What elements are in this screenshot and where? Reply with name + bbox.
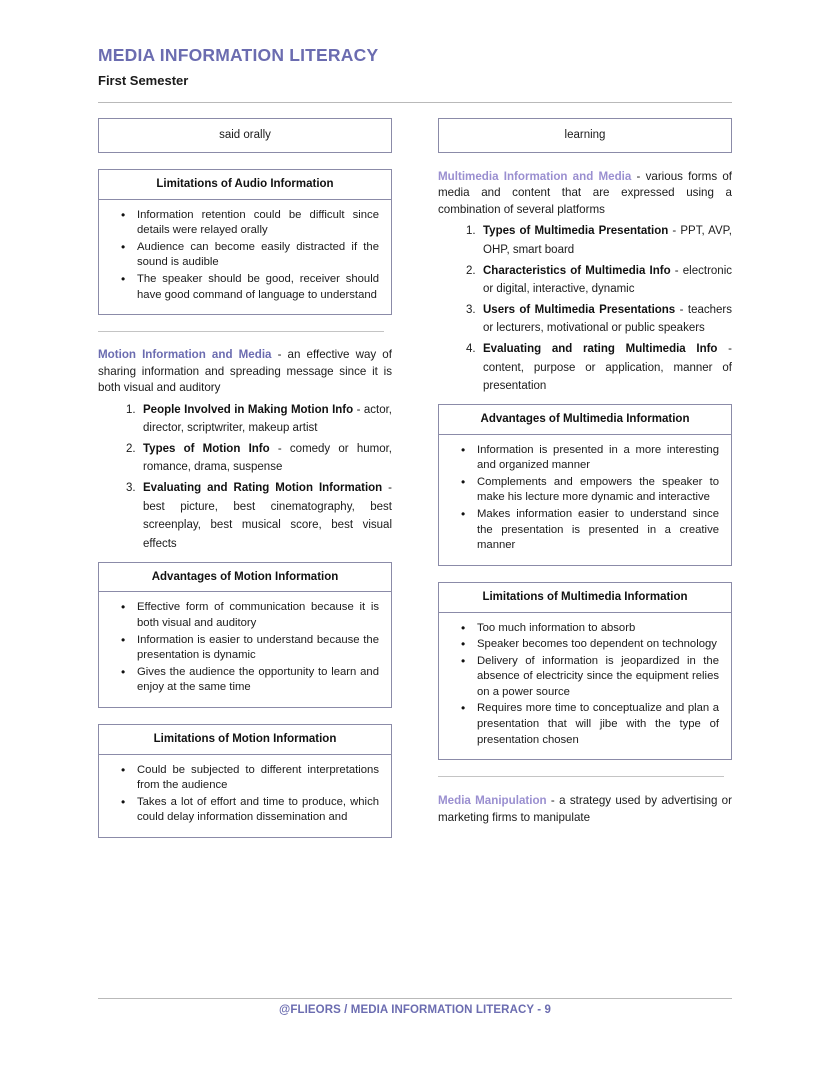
list-item: • Speaker becomes too dependent on technology	[475, 637, 719, 653]
list-item: • Effective form of communication because it is both visual and auditory	[135, 600, 379, 631]
list-item: • Information retention could be difficult since details were relayed orally	[135, 208, 379, 239]
page-header	[98, 45, 732, 89]
list-item-label: Evaluating and Rating Motion Information	[143, 482, 383, 495]
motion-limitations-box	[98, 724, 392, 838]
multimedia-definition: - various forms of media and content that are expressed using a combination of several platforms	[438, 169, 732, 216]
right-column	[438, 118, 732, 828]
motion-numbered-list	[98, 401, 392, 554]
continued-text-left: said orally	[219, 129, 271, 141]
footer-text: @FLIEORS / MEDIA INFORMATION LITERACY - 9	[279, 1004, 551, 1016]
list-item: • Delivery of information is jeopardized in the absence of electricity since the equipment relies on a power source	[475, 654, 719, 701]
list-item-detail: - best picture, best cinematography, best screenplay, best musical score, best visual effects	[143, 482, 392, 550]
media-manipulation-section	[438, 793, 732, 826]
list-item: • Complements and empowers the speaker to make his lecture more dynamic and interactive	[475, 475, 719, 506]
motion-term: Motion Information and Media	[98, 348, 272, 362]
list-item	[466, 262, 732, 299]
multimedia-information-section	[438, 169, 732, 396]
continued-text-box-left	[98, 118, 392, 153]
multimedia-advantages-list	[445, 443, 719, 554]
motion-definition: - an effective way of sharing information and spreading message since it is both visual and auditory	[98, 348, 392, 395]
list-item-label: Types of Multimedia Presentation	[483, 225, 669, 238]
list-item: • Too much information to absorb	[475, 621, 719, 637]
list-item	[126, 479, 392, 554]
list-item: • Information is easier to understand because the presentation is dynamic	[135, 633, 379, 664]
list-item-detail: - teachers or lecturers, motivational or public speakers	[483, 303, 733, 335]
audio-limitations-list	[105, 208, 379, 303]
multimedia-limitations-list	[445, 621, 719, 749]
audio-limitations-heading: Limitations of Audio Information	[99, 170, 391, 200]
list-item: • The speaker should be good, receiver should have good command of language to understand	[135, 272, 379, 303]
list-item: • Makes information easier to understand since the presentation is presented in a creative manner	[475, 507, 719, 554]
media-manipulation-definition: - a strategy used by advertising or marketing firms to manipulate	[438, 794, 732, 824]
multimedia-limitations-box	[438, 582, 732, 760]
list-item	[466, 340, 732, 396]
multimedia-term: Multimedia Information and Media	[438, 169, 632, 183]
list-item-detail: - comedy or humor, romance, drama, suspense	[143, 442, 393, 474]
motion-limitations-heading: Limitations of Motion Information	[99, 725, 391, 755]
motion-advantages-box	[98, 562, 392, 708]
motion-advantages-body	[99, 592, 391, 706]
multimedia-advantages-box	[438, 404, 732, 566]
list-item	[126, 440, 392, 477]
list-item-label: Types of Motion Info	[143, 442, 270, 455]
list-item	[126, 401, 392, 438]
motion-definition-paragraph	[98, 347, 392, 396]
motion-information-section	[98, 347, 392, 553]
list-item-detail: - content, purpose or application, manner of presentation	[483, 343, 732, 393]
multimedia-advantages-heading: Advantages of Multimedia Information	[439, 405, 731, 435]
list-item: • Audience can become easily distracted if the sound is audible	[135, 240, 379, 271]
multimedia-definition-paragraph	[438, 169, 732, 218]
list-item-label: People Involved in Making Motion Info	[143, 403, 354, 416]
list-item: • Gives the audience the opportunity to learn and enjoy at the same time	[135, 665, 379, 696]
list-item: • Requires more time to conceptualize and plan a presentation that will jibe with the type of presentation chosen	[475, 701, 719, 748]
list-item-detail: - electronic or digital, interactive, dynamic	[483, 264, 732, 296]
audio-limitations-body	[99, 200, 391, 314]
list-item	[466, 301, 732, 338]
list-item	[466, 222, 732, 259]
motion-advantages-list	[105, 600, 379, 695]
audio-limitations-box	[98, 169, 392, 315]
motion-limitations-body	[99, 755, 391, 837]
media-manipulation-term: Media Manipulation	[438, 794, 547, 808]
multimedia-advantages-body	[439, 435, 731, 565]
multimedia-limitations-body	[439, 613, 731, 760]
list-item-label: Users of Multimedia Presentations	[483, 303, 676, 316]
list-item: • Could be subjected to different interpretations from the audience	[135, 763, 379, 794]
section-divider-left	[98, 331, 384, 332]
footer-divider	[98, 998, 732, 999]
list-item-detail: - actor, director, scriptwriter, makeup artist	[143, 403, 392, 435]
multimedia-limitations-heading: Limitations of Multimedia Information	[439, 583, 731, 613]
section-divider-right	[438, 776, 724, 777]
list-item: • Information is presented in a more interesting and organized manner	[475, 443, 719, 474]
page-title: MEDIA INFORMATION LITERACY	[98, 45, 379, 65]
media-manipulation-paragraph	[438, 793, 732, 826]
list-item-label: Evaluating and rating Multimedia Info	[483, 343, 718, 356]
header-divider	[98, 102, 732, 103]
list-item-detail: - PPT, AVP, OHP, smart board	[483, 225, 733, 256]
multimedia-numbered-list	[438, 222, 732, 396]
continued-text-box-right	[438, 118, 732, 153]
list-item-label: Characteristics of Multimedia Info	[483, 264, 671, 277]
continued-text-right: learning	[564, 129, 606, 141]
list-item: • Takes a lot of effort and time to produce, which could delay information dissemination and	[135, 795, 379, 826]
left-column	[98, 118, 392, 854]
motion-limitations-list	[105, 763, 379, 826]
motion-advantages-heading: Advantages of Motion Information	[99, 563, 391, 593]
page-subtitle: First Semester	[98, 73, 189, 88]
